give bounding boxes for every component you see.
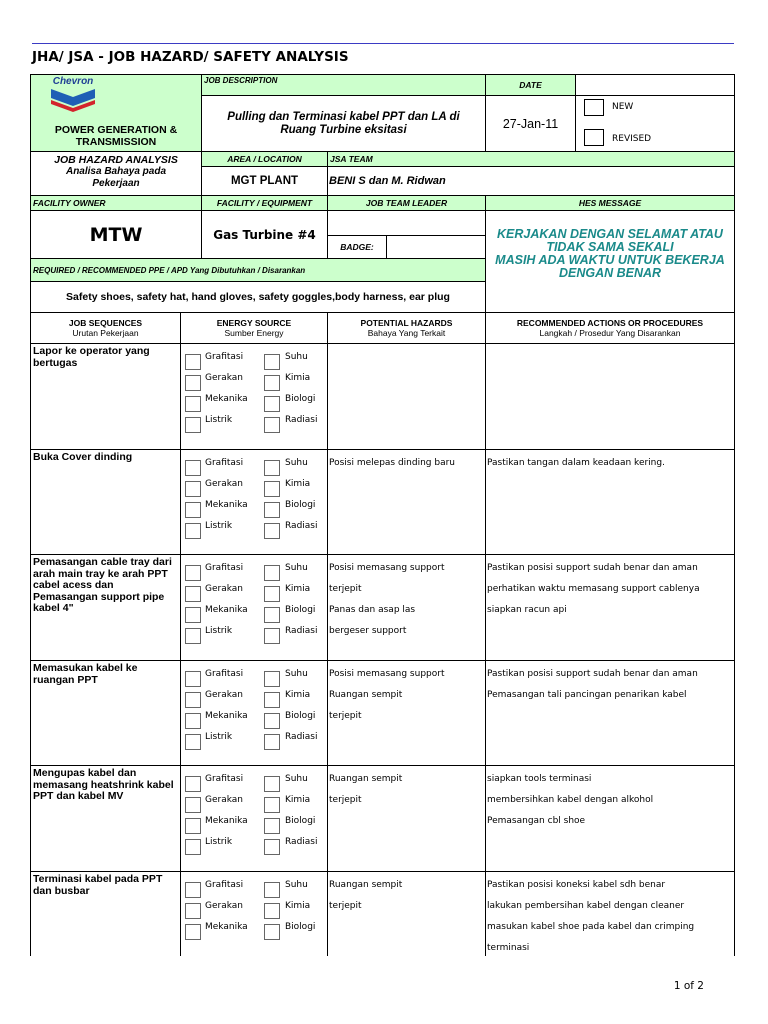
hazard-cell <box>327 554 486 661</box>
energy-label: Listrik <box>205 626 233 636</box>
job-step-text[interactable]: Lapor ke operator yang bertugas <box>33 345 150 369</box>
chevron-emblem-icon <box>45 87 101 113</box>
energy-label: Grafitasi <box>205 458 244 468</box>
facility-owner-label: FACILITY OWNER <box>33 198 106 208</box>
col-header-energy <box>180 312 328 344</box>
energy-checkbox-radiasi[interactable] <box>264 839 280 855</box>
revised-checkbox[interactable] <box>584 129 604 146</box>
col-actions-title: RECOMMENDED ACTIONS OR PROCEDURES <box>516 318 704 328</box>
col-energy-sub: Sumber Energy <box>224 328 284 338</box>
job-step-text[interactable]: Mengupas kabel dan memasang heatshrink kabel PPT dan kabel MV <box>33 767 174 802</box>
facility-equipment-value[interactable]: Gas Turbine #4 <box>213 227 316 242</box>
energy-checkbox-biologi[interactable] <box>264 713 280 729</box>
energy-label: Mekanika <box>205 500 248 510</box>
energy-checkbox-suhu[interactable] <box>264 882 280 898</box>
energy-checkbox-grafitasi[interactable] <box>185 882 201 898</box>
ppe-label: REQUIRED / RECOMMENDED PPE / APD Yang Dibutuhkan / Disarankan <box>33 265 306 275</box>
energy-checkbox-kimia[interactable] <box>264 692 280 708</box>
energy-label: Suhu <box>285 774 308 784</box>
energy-label: Grafitasi <box>205 774 244 784</box>
energy-checkbox-suhu[interactable] <box>264 565 280 581</box>
top-rule <box>32 43 734 44</box>
hazard-cell <box>327 449 486 556</box>
job-step-text[interactable]: Terminasi kabel pada PPT dan busbar <box>33 873 163 897</box>
col-job-sub: Urutan Pekerjaan <box>72 328 139 338</box>
energy-label: Mekanika <box>205 605 248 615</box>
action-text[interactable]: masukan kabel shoe pada kabel dan crimping <box>487 922 695 932</box>
energy-checkbox-listrik[interactable] <box>185 839 201 855</box>
badge-label: BADGE: <box>340 242 374 252</box>
team-leader-label: JOB TEAM LEADER <box>365 198 448 208</box>
jha-cell <box>30 151 202 196</box>
action-cell <box>485 660 735 767</box>
area-label-cell <box>201 151 328 167</box>
energy-checkbox-biologi[interactable] <box>264 924 280 940</box>
step-cell <box>30 449 181 556</box>
facility-owner-value[interactable]: MTW <box>89 223 143 246</box>
date-label: DATE <box>519 80 542 90</box>
energy-checkbox-mekanika[interactable] <box>185 924 201 940</box>
action-cell <box>485 343 735 450</box>
energy-label: Suhu <box>285 669 308 679</box>
step-cell <box>30 343 181 450</box>
energy-label: Gerakan <box>205 690 243 700</box>
energy-checkbox-kimia[interactable] <box>264 481 280 497</box>
hazard-text[interactable]: Posisi memasang support <box>329 669 445 679</box>
job-description-value[interactable]: Pulling dan Terminasi kabel PPT dan LA di Ruang Turbine eksitasi <box>227 111 460 136</box>
energy-label: Kimia <box>285 690 311 700</box>
energy-label: Grafitasi <box>205 563 244 573</box>
energy-label: Gerakan <box>205 373 243 383</box>
col-header-actions <box>485 312 735 344</box>
hazard-text[interactable]: Posisi memasang support <box>329 563 445 573</box>
hazard-cell <box>327 660 486 767</box>
hes-line-2: TIDAK SAMA SEKALI <box>546 240 674 254</box>
jsa-team-label: JSA TEAM <box>330 154 373 164</box>
energy-label: Listrik <box>205 837 233 847</box>
company-unit: POWER GENERATION & TRANSMISSION <box>54 124 178 148</box>
energy-cell <box>180 343 328 450</box>
action-text[interactable]: terminasi <box>487 943 530 953</box>
energy-label: Gerakan <box>205 479 243 489</box>
energy-label: Kimia <box>285 373 311 383</box>
energy-checkbox-radiasi[interactable] <box>264 417 280 433</box>
col-actions-sub: Langkah / Prosedur Yang Disarankan <box>539 328 681 338</box>
energy-checkbox-suhu[interactable] <box>264 460 280 476</box>
revision-cell <box>575 95 735 152</box>
energy-checkbox-mekanika[interactable] <box>185 818 201 834</box>
hazard-cell <box>327 765 486 872</box>
col-energy-title: ENERGY SOURCE <box>216 318 292 328</box>
action-cell <box>485 554 735 661</box>
energy-checkbox-mekanika[interactable] <box>185 502 201 518</box>
hes-label: HES MESSAGE <box>578 198 642 208</box>
energy-checkbox-kimia[interactable] <box>264 586 280 602</box>
area-value[interactable]: MGT PLANT <box>230 175 299 187</box>
hazard-text[interactable]: terjepit <box>329 711 362 721</box>
energy-checkbox-gerakan[interactable] <box>185 481 201 497</box>
date-value[interactable]: 27-Jan-11 <box>502 116 559 131</box>
col-header-hazards <box>327 312 486 344</box>
hazard-text[interactable]: Ruangan sempit <box>329 880 403 890</box>
energy-cell <box>180 660 328 767</box>
action-text[interactable]: Pastikan tangan dalam keadaan kering. <box>487 458 665 468</box>
facility-owner-cell <box>30 210 202 259</box>
hazard-text[interactable]: bergeser support <box>329 626 407 636</box>
energy-checkbox-gerakan[interactable] <box>185 692 201 708</box>
energy-cell <box>180 765 328 872</box>
col-hazards-title: POTENTIAL HAZARDS <box>360 318 453 328</box>
action-text[interactable]: Pastikan posisi support sudah benar dan aman <box>487 669 698 679</box>
energy-label: Gerakan <box>205 584 243 594</box>
chevron-logo <box>45 77 101 113</box>
energy-label: Gerakan <box>205 901 243 911</box>
energy-label: Mekanika <box>205 922 248 932</box>
energy-checkbox-mekanika[interactable] <box>185 713 201 729</box>
energy-label: Radiasi <box>285 415 318 425</box>
hazard-text[interactable]: terjepit <box>329 901 362 911</box>
energy-checkbox-biologi[interactable] <box>264 607 280 623</box>
energy-label: Radiasi <box>285 732 318 742</box>
energy-label: Suhu <box>285 563 308 573</box>
energy-checkbox-biologi[interactable] <box>264 502 280 518</box>
action-text[interactable]: perhatikan waktu memasang support cablenya <box>487 584 700 594</box>
jsa-team-label-cell <box>327 151 735 167</box>
energy-label: Gerakan <box>205 795 243 805</box>
facility-owner-label-cell <box>30 195 202 211</box>
job-description-label: JOB DESCRIPTION <box>204 75 278 85</box>
energy-label: Kimia <box>285 584 311 594</box>
action-cell <box>485 765 735 872</box>
energy-label: Biologi <box>285 605 316 615</box>
energy-checkbox-gerakan[interactable] <box>185 375 201 391</box>
hes-label-cell <box>485 195 735 211</box>
revised-label: REVISED <box>612 134 652 144</box>
energy-checkbox-radiasi[interactable] <box>264 523 280 539</box>
action-text[interactable]: Pastikan posisi koneksi kabel sdh benar <box>487 880 666 890</box>
hes-message-cell <box>485 210 735 313</box>
badge-input[interactable] <box>386 235 486 259</box>
energy-label: Biologi <box>285 816 316 826</box>
action-cell <box>485 871 735 956</box>
energy-checkbox-gerakan[interactable] <box>185 797 201 813</box>
energy-label: Mekanika <box>205 816 248 826</box>
energy-label: Radiasi <box>285 521 318 531</box>
energy-checkbox-grafitasi[interactable] <box>185 671 201 687</box>
facility-equipment-label: FACILITY / EQUIPMENT <box>216 198 313 208</box>
hes-message <box>486 228 734 280</box>
action-text[interactable]: membersihkan kabel dengan alkohol <box>487 795 654 805</box>
col-header-job <box>30 312 181 344</box>
energy-checkbox-listrik[interactable] <box>185 628 201 644</box>
new-checkbox[interactable] <box>584 99 604 116</box>
energy-label: Biologi <box>285 711 316 721</box>
jha-sub: Analisa Bahaya pada Pekerjaan <box>65 166 167 189</box>
energy-checkbox-grafitasi[interactable] <box>185 460 201 476</box>
energy-cell <box>180 449 328 556</box>
energy-checkbox-grafitasi[interactable] <box>185 354 201 370</box>
action-text[interactable]: Pemasangan tali pancingan penarikan kabel <box>487 690 687 700</box>
energy-cell <box>180 554 328 661</box>
energy-label: Biologi <box>285 394 316 404</box>
hazard-text[interactable]: terjepit <box>329 795 362 805</box>
ppe-label-cell <box>30 258 486 282</box>
hes-line-3: MASIH ADA WAKTU UNTUK BEKERJA <box>495 253 725 267</box>
energy-label: Listrik <box>205 521 233 531</box>
action-text[interactable]: Pemasangan cbl shoe <box>487 816 586 826</box>
col-job-title: JOB SEQUENCES <box>68 318 143 328</box>
job-step-text[interactable]: Memasukan kabel ke ruangan PPT <box>33 662 138 686</box>
jsa-team-cell <box>327 166 735 196</box>
energy-label: Biologi <box>285 500 316 510</box>
job-step-text[interactable]: Pemasangan cable tray dari arah main tray ke arah PPT cabel acess dan Pemasangan support pipe kabel 4" <box>33 556 172 614</box>
energy-checkbox-gerakan[interactable] <box>185 586 201 602</box>
energy-checkbox-listrik[interactable] <box>185 523 201 539</box>
date-extra-cell <box>575 74 735 96</box>
energy-checkbox-kimia[interactable] <box>264 375 280 391</box>
team-leader-value[interactable] <box>328 211 485 235</box>
date-label-cell <box>485 74 576 96</box>
energy-label: Radiasi <box>285 837 318 847</box>
energy-checkbox-kimia[interactable] <box>264 903 280 919</box>
energy-label: Grafitasi <box>205 352 244 362</box>
date-cell <box>485 95 576 152</box>
document-title: JHA/ JSA - JOB HAZARD/ SAFETY ANALYSIS <box>32 49 349 65</box>
hazard-text[interactable]: Ruangan sempit <box>329 690 403 700</box>
step-cell <box>30 871 181 956</box>
ppe-value[interactable]: Safety shoes, safety hat, hand gloves, safety goggles,body harness, ear plug <box>66 291 450 303</box>
energy-label: Suhu <box>285 458 308 468</box>
area-label: AREA / LOCATION <box>227 154 302 164</box>
action-cell <box>485 449 735 556</box>
action-text[interactable]: lakukan pembersihan kabel dengan cleaner <box>487 901 685 911</box>
facility-equipment-cell <box>201 210 328 259</box>
energy-cell <box>180 871 328 956</box>
energy-checkbox-grafitasi[interactable] <box>185 776 201 792</box>
hes-line-1: KERJAKAN DENGAN SELAMAT ATAU <box>497 227 723 241</box>
energy-label: Suhu <box>285 352 308 362</box>
jha-label: JOB HAZARD ANALYSIS <box>54 154 178 166</box>
energy-checkbox-mekanika[interactable] <box>185 396 201 412</box>
energy-label: Suhu <box>285 880 308 890</box>
action-text[interactable]: siapkan tools terminasi <box>487 774 592 784</box>
energy-label: Kimia <box>285 795 311 805</box>
energy-checkbox-listrik[interactable] <box>185 417 201 433</box>
energy-checkbox-biologi[interactable] <box>264 818 280 834</box>
job-description-label-cell <box>201 74 486 96</box>
energy-label: Biologi <box>285 922 316 932</box>
step-cell <box>30 660 181 767</box>
step-cell <box>30 554 181 661</box>
hazard-text[interactable]: terjepit <box>329 584 362 594</box>
team-leader-label-cell <box>327 195 486 211</box>
hes-line-4: DENGAN BENAR <box>558 266 662 280</box>
action-text[interactable]: siapkan racun api <box>487 605 567 615</box>
energy-checkbox-suhu[interactable] <box>264 776 280 792</box>
energy-checkbox-radiasi[interactable] <box>264 734 280 750</box>
energy-label: Listrik <box>205 732 233 742</box>
action-text[interactable]: Pastikan posisi support sudah benar dan aman <box>487 563 698 573</box>
hazard-cell <box>327 343 486 450</box>
hazard-cell <box>327 871 486 956</box>
energy-label: Grafitasi <box>205 880 244 890</box>
step-cell <box>30 765 181 872</box>
job-description-cell <box>201 95 486 152</box>
energy-checkbox-grafitasi[interactable] <box>185 565 201 581</box>
energy-checkbox-biologi[interactable] <box>264 396 280 412</box>
energy-checkbox-mekanika[interactable] <box>185 607 201 623</box>
energy-checkbox-listrik[interactable] <box>185 734 201 750</box>
energy-checkbox-radiasi[interactable] <box>264 628 280 644</box>
job-step-text[interactable]: Buka Cover dinding <box>33 451 133 463</box>
hazard-text[interactable]: Ruangan sempit <box>329 774 403 784</box>
energy-checkbox-suhu[interactable] <box>264 354 280 370</box>
energy-label: Kimia <box>285 479 311 489</box>
company-cell <box>30 74 202 152</box>
energy-checkbox-kimia[interactable] <box>264 797 280 813</box>
energy-label: Grafitasi <box>205 669 244 679</box>
ppe-cell <box>30 281 486 313</box>
energy-label: Radiasi <box>285 626 318 636</box>
energy-checkbox-gerakan[interactable] <box>185 903 201 919</box>
area-cell <box>201 166 328 196</box>
badge-label-cell <box>327 235 387 259</box>
energy-checkbox-suhu[interactable] <box>264 671 280 687</box>
logo-wordmark: Chevron <box>52 76 94 87</box>
facility-equipment-label-cell <box>201 195 328 211</box>
hazard-text[interactable]: Posisi melepas dinding baru <box>329 458 456 468</box>
col-hazards-sub: Bahaya Yang Terkait <box>367 328 446 338</box>
page-number: 1 of 2 <box>673 980 704 992</box>
energy-label: Kimia <box>285 901 311 911</box>
energy-label: Listrik <box>205 415 233 425</box>
team-leader-cell <box>327 210 486 236</box>
energy-label: Mekanika <box>205 711 248 721</box>
jsa-team-value[interactable]: BENI S dan M. Ridwan <box>329 175 446 187</box>
energy-label: Mekanika <box>205 394 248 404</box>
hazard-text[interactable]: Panas dan asap las <box>329 605 416 615</box>
new-label: NEW <box>612 102 634 112</box>
